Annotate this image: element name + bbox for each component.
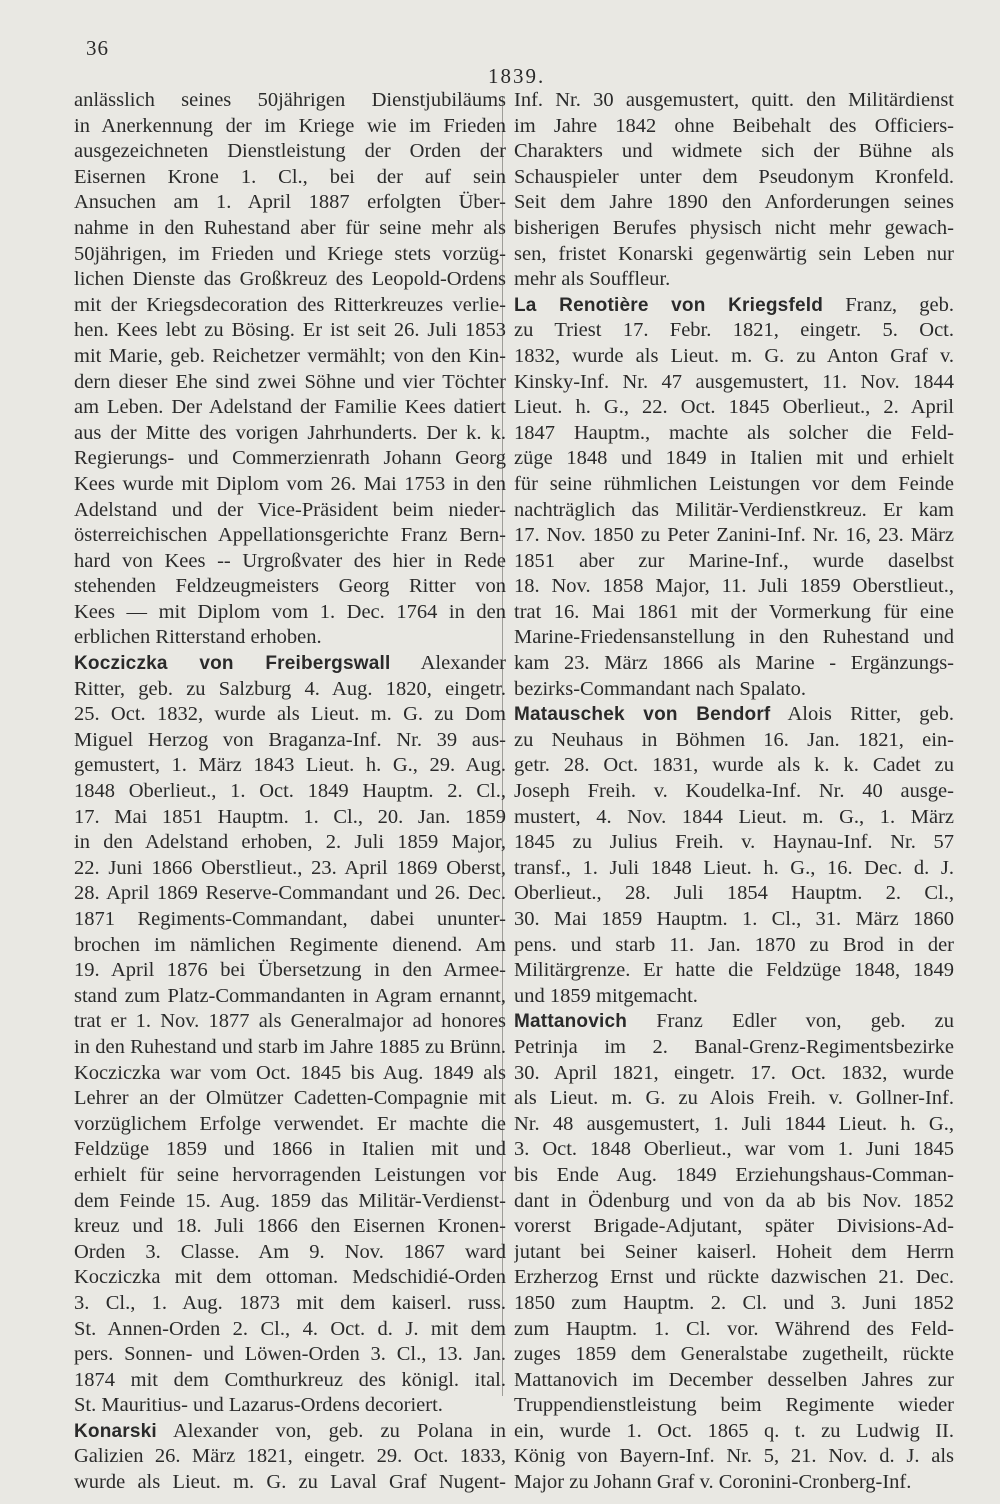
- line-text: und 1859 mitgemacht.: [514, 984, 698, 1007]
- text-line: [514, 395, 954, 421]
- line-text: Franz, geb.: [823, 293, 954, 316]
- line-text: hard von Kees -- Urgroßvater des hier in Rede: [74, 549, 506, 572]
- page-number: 36: [86, 36, 109, 60]
- line-text: 1845 zu Julius Freih. v. Haynau-Inf. Nr. 57: [514, 831, 954, 854]
- line-text: Franz Edler von, geb. zu: [627, 1010, 954, 1033]
- text-line: [514, 242, 954, 268]
- line-text: 25. Oct. 1832, wurde als Lieut. m. G. zu Dom: [74, 703, 506, 726]
- line-text: Galizien 26. März 1821, eingetr. 29. Oct. 1833,: [74, 1445, 506, 1468]
- line-text: 30. April 1821, eingetr. 17. Oct. 1832, wurde: [514, 1061, 954, 1084]
- line-text: 1847 Hauptm., machte als solcher die Feld-: [514, 421, 954, 444]
- text-line: [514, 1393, 954, 1419]
- text-line: [514, 1342, 954, 1368]
- text-line: [74, 574, 506, 600]
- text-line: [514, 165, 954, 191]
- line-text: Militärgrenze. Er hatte die Feldzüge 1848, 1849: [514, 959, 954, 982]
- text-line: [514, 523, 954, 549]
- line-text: ein, wurde 1. Oct. 1865 q. t. zu Ludwig II.: [514, 1419, 954, 1442]
- line-text: trat 16. Mai 1861 mit der Vormerkung für eine: [514, 600, 954, 623]
- line-text: Alexander von, geb. zu Polana in: [156, 1419, 506, 1442]
- line-text: anlässlich seines 50jährigen Dienstjubiläums: [74, 89, 506, 111]
- text-line: [74, 779, 506, 805]
- text-line: [74, 677, 506, 703]
- text-line: [514, 1265, 954, 1291]
- line-text: dern dieser Ehe sind zwei Söhne und vier Töchter: [74, 370, 506, 393]
- line-text: im Jahre 1842 ohne Beibehalt des Officiers-: [514, 114, 954, 137]
- line-text: 19. April 1876 bei Übersetzung in den Armee-: [74, 959, 506, 982]
- text-line: [514, 1368, 954, 1394]
- line-text: vorzüglichem Erfolge verwendet. Er machte die: [74, 1112, 506, 1135]
- line-text: vorerst Brigade-Adjutant, später Divisions-Ad-: [514, 1215, 954, 1238]
- text-line: [74, 1112, 506, 1138]
- line-text: 17. Mai 1851 Hauptm. 1. Cl., 20. Jan. 1859: [74, 805, 506, 828]
- line-text: pers. Sonnen- und Löwen-Orden 3. Cl., 13. Jan.: [74, 1343, 506, 1366]
- text-line: [514, 1189, 954, 1215]
- text-line: [514, 446, 954, 472]
- line-text: König von Bayern-Inf. Nr. 5, 21. Nov. d. J. als: [514, 1445, 954, 1468]
- text-line: [514, 344, 954, 370]
- text-line: [74, 1189, 506, 1215]
- text-line: [514, 933, 954, 959]
- text-line: [74, 881, 506, 907]
- line-text: bis Ende Aug. 1849 Erziehungshaus-Comman-: [514, 1163, 954, 1186]
- text-line: [514, 1061, 954, 1087]
- line-text: 17. Nov. 1850 zu Peter Zanini-Inf. Nr. 16, 23. März: [514, 524, 954, 547]
- line-text: Inf. Nr. 30 ausgemustert, quitt. den Militärdienst: [514, 89, 954, 111]
- line-text: mehr als Souffleur.: [514, 268, 671, 291]
- line-text: Adelstand und der Vice-Präsident beim nieder-: [74, 498, 506, 521]
- text-line: [514, 88, 954, 114]
- line-text: jutant bei Seiner kaiserl. Hoheit dem Herrn: [514, 1240, 954, 1263]
- text-line: [514, 1163, 954, 1189]
- line-text: 28. April 1869 Reserve-Commandant und 26. Dec.: [74, 882, 506, 905]
- text-line: [514, 1112, 954, 1138]
- line-text: Joseph Freih. v. Koudelka-Inf. Nr. 40 ausge-: [514, 780, 954, 803]
- line-text: Petrinja im 2. Banal-Grenz-Regimentsbezirke: [514, 1035, 954, 1058]
- text-line: [514, 702, 954, 728]
- text-line: [514, 1035, 954, 1061]
- text-line: [514, 472, 954, 498]
- text-line: [514, 779, 954, 805]
- line-text: zum Hauptm. 1. Cl. vor. Während des Feld-: [514, 1317, 954, 1340]
- text-line: [74, 1291, 506, 1317]
- text-line: [514, 625, 954, 651]
- text-line: [514, 1317, 954, 1343]
- line-text: trat er 1. Nov. 1877 als Generalmajor ad honores: [74, 1010, 506, 1033]
- text-line: [74, 139, 506, 165]
- text-line: [74, 1163, 506, 1189]
- line-text: Kocziczka war vom Oct. 1845 bis Aug. 1849 als: [74, 1061, 506, 1084]
- text-line: [514, 1214, 954, 1240]
- line-text: erhielt für seine hervorragenden Leistungen vor: [74, 1163, 506, 1186]
- line-text: Charakters und widmete sich der Bühne als: [514, 140, 954, 163]
- text-line: [74, 1265, 506, 1291]
- line-text: Kinsky-Inf. Nr. 47 ausgemustert, 11. Nov. 1844: [514, 370, 954, 393]
- text-line: [514, 216, 954, 242]
- text-line: [74, 114, 506, 140]
- text-line: [514, 1240, 954, 1266]
- line-text: 1851 aber zur Marine-Inf., wurde daselbst: [514, 549, 954, 572]
- text-line: [74, 446, 506, 472]
- text-line: [514, 1444, 954, 1470]
- text-line: [514, 139, 954, 165]
- text-line: [74, 1368, 506, 1394]
- line-text: St. Mauritius- und Lazarus-Ordens decoriert.: [74, 1394, 443, 1417]
- line-text: getr. 28. Oct. 1831, wurde als k. k. Cadet zu: [514, 754, 954, 777]
- line-text: 1850 zum Hauptm. 2. Cl. und 3. Juni 1852: [514, 1291, 954, 1314]
- line-text: in den Adelstand erhoben, 2. Juli 1859 Major,: [74, 831, 506, 854]
- line-text: wurde als Lieut. m. G. zu Laval Graf Nugent-: [74, 1471, 506, 1494]
- line-text: Mattanovich im December desselben Jahres zur: [514, 1368, 954, 1391]
- text-line: [514, 805, 954, 831]
- text-line: [514, 881, 954, 907]
- line-text: St. Annen-Orden 2. Cl., 4. Oct. d. J. mit dem: [74, 1317, 506, 1340]
- text-line: [514, 549, 954, 575]
- line-text: bisherigen Berufes physisch nicht mehr gewach-: [514, 216, 954, 239]
- line-text: Kocziczka mit dem ottoman. Medschidié-Orden: [74, 1266, 506, 1289]
- line-text: 1848 Oberlieut., 1. Oct. 1849 Hauptm. 2. Cl.,: [74, 780, 506, 803]
- text-line: [74, 293, 506, 319]
- line-text: bezirks-Commandant nach Spalato.: [514, 677, 807, 700]
- text-line: [74, 190, 506, 216]
- text-line: [74, 1086, 506, 1112]
- line-text: 1832, wurde als Lieut. m. G. zu Anton Graf v.: [514, 344, 954, 367]
- left-column: [74, 88, 506, 1496]
- text-line: [74, 805, 506, 831]
- entry-name: Matauschek von Bendorf: [514, 704, 771, 726]
- line-text: dant in Ödenburg und von da ab bis Nov. 1852: [514, 1189, 954, 1212]
- text-line: [514, 1086, 954, 1112]
- text-line: [74, 1444, 506, 1470]
- text-line: [74, 625, 506, 651]
- line-text: stand zum Platz-Commandanten in Agram ernannt,: [74, 984, 506, 1007]
- text-line: [514, 907, 954, 933]
- line-text: nachträglich das Militär-Verdienstkreuz. Er kam: [514, 498, 954, 521]
- text-line: [74, 1240, 506, 1266]
- text-line: [74, 728, 506, 754]
- line-text: 50jährigen, im Frieden und Kriege stets vorzüg-: [74, 242, 506, 265]
- text-line: [74, 1470, 506, 1496]
- line-text: Feldzüge 1859 und 1866 in Italien mit und: [74, 1138, 506, 1161]
- line-text: 18. Nov. 1858 Major, 11. Juli 1859 Oberstlieut.,: [514, 575, 954, 598]
- text-line: [74, 242, 506, 268]
- line-text: Major zu Johann Graf v. Coronini-Cronberg-Inf.: [514, 1471, 912, 1494]
- line-text: Seit dem Jahre 1890 den Anforderungen seines: [514, 191, 954, 214]
- line-text: gemustert, 1. März 1843 Lieut. h. G., 29. Aug.: [74, 754, 506, 777]
- line-text: Marine-Friedensanstellung in den Ruhestand und: [514, 626, 954, 649]
- line-text: Orden 3. Classe. Am 9. Nov. 1867 ward: [74, 1240, 506, 1263]
- line-text: Schauspieler unter dem Pseudonym Kronfeld.: [514, 165, 954, 188]
- text-line: [514, 728, 954, 754]
- text-line: [74, 933, 506, 959]
- text-line: [514, 114, 954, 140]
- text-line: [74, 88, 506, 114]
- text-line: [74, 830, 506, 856]
- text-line: [74, 1214, 506, 1240]
- text-line: [514, 856, 954, 882]
- line-text: Erzherzog Ernst und rückte dazwischen 21. Dec.: [514, 1266, 954, 1289]
- text-line: [74, 753, 506, 779]
- line-text: ausgezeichneten Dienstleistung der Orden der: [74, 140, 506, 163]
- text-line: [74, 549, 506, 575]
- text-line: [514, 651, 954, 677]
- line-text: Nr. 48 ausgemustert, 1. Juli 1844 Lieut. h. G.,: [514, 1112, 954, 1135]
- line-text: Ansuchen am 1. April 1887 erfolgten Über-: [74, 191, 506, 214]
- text-line: [514, 574, 954, 600]
- line-text: Miguel Herzog von Braganza-Inf. Nr. 39 aus-: [74, 728, 506, 751]
- line-text: in Anerkennung der im Kriege wie im Frieden: [74, 114, 506, 137]
- line-text: österreichischen Appellationsgerichte Franz Bern-: [74, 524, 506, 547]
- line-text: in den Ruhestand und starb im Jahre 1885 zu Brünn.: [74, 1035, 506, 1058]
- line-text: Lehrer an der Olmützer Cadetten-Compagnie mit: [74, 1087, 506, 1110]
- line-text: stehenden Feldzeugmeisters Georg Ritter von: [74, 575, 506, 598]
- text-line: [74, 600, 506, 626]
- line-text: als Lieut. m. G. zu Alois Freih. v. Gollner-Inf.: [514, 1087, 954, 1110]
- year-heading: 1839.: [488, 64, 546, 88]
- line-text: mit Marie, geb. Reichetzer vermählt; von den Kin-: [74, 344, 506, 367]
- line-text: Regierungs- und Commerzienrath Johann Georg: [74, 447, 506, 470]
- entry-name: Kocziczka von Freibergswall: [74, 653, 391, 675]
- line-text: erblichen Ritterstand erhoben.: [74, 626, 322, 649]
- entry-name: La Renotière von Kriegsfeld: [514, 294, 824, 316]
- text-line: [74, 370, 506, 396]
- text-line: [74, 216, 506, 242]
- line-text: Alois Ritter, geb.: [770, 703, 954, 726]
- text-line: [74, 472, 506, 498]
- text-line: [514, 190, 954, 216]
- line-text: am Leben. Der Adelstand der Familie Kees datiert: [74, 396, 506, 419]
- line-text: 1874 mit dem Comthurkreuz des königl. ital.: [74, 1368, 506, 1391]
- text-line: [514, 958, 954, 984]
- text-line: [74, 1419, 506, 1445]
- line-text: transf., 1. Juli 1848 Lieut. h. G., 16. Dec. d. J.: [514, 856, 954, 879]
- line-text: nahme in den Ruhestand aber für seine mehr als: [74, 216, 506, 239]
- line-text: Kees — mit Diplom vom 1. Dec. 1764 in den: [74, 600, 506, 623]
- text-line: [74, 1035, 506, 1061]
- text-line: [74, 267, 506, 293]
- line-text: Ritter, geb. zu Salzburg 4. Aug. 1820, eingetr.: [74, 677, 506, 700]
- text-line: [74, 165, 506, 191]
- text-line: [514, 421, 954, 447]
- text-line: [74, 1393, 506, 1419]
- line-text: 3. Cl., 1. Aug. 1873 mit dem kaiserl. russ.: [74, 1291, 506, 1314]
- line-text: aus der Mitte des vorigen Jahrhunderts. Der k. k.: [74, 421, 506, 444]
- text-line: [514, 318, 954, 344]
- right-column: [514, 88, 954, 1496]
- line-text: 30. Mai 1859 Hauptm. 1. Cl., 31. März 1860: [514, 908, 954, 930]
- line-text: zu Triest 17. Febr. 1821, eingetr. 5. Oct.: [514, 319, 954, 342]
- line-text: hen. Kees lebt zu Bösing. Er ist seit 26. Juli 1853: [74, 319, 506, 342]
- line-text: für seine rühmlichen Leistungen vor dem Feinde: [514, 472, 954, 495]
- text-line: [514, 370, 954, 396]
- text-line: [74, 344, 506, 370]
- text-line: [514, 1419, 954, 1445]
- line-text: Oberlieut., 28. Juli 1854 Hauptm. 2. Cl.,: [514, 882, 954, 905]
- text-line: [74, 1009, 506, 1035]
- text-line: [74, 1137, 506, 1163]
- line-text: pens. und starb 11. Jan. 1870 zu Brod in der: [514, 933, 954, 956]
- line-text: kreuz und 18. Juli 1866 den Eisernen Kronen-: [74, 1215, 506, 1238]
- line-text: dem Feinde 15. Aug. 1859 das Militär-Verdienst-: [74, 1189, 506, 1212]
- text-line: [514, 1137, 954, 1163]
- text-line: [74, 958, 506, 984]
- text-line: [514, 293, 954, 319]
- line-text: Lieut. h. G., 22. Oct. 1845 Oberlieut., 2. April: [514, 396, 954, 419]
- line-text: lichen Dienste das Großkreuz des Leopold-Ordens: [74, 268, 506, 291]
- text-line: [514, 1291, 954, 1317]
- text-line: [74, 1342, 506, 1368]
- text-line: [514, 830, 954, 856]
- line-text: zu Neuhaus in Böhmen 16. Jan. 1821, ein-: [514, 728, 954, 751]
- line-text: kam 23. März 1866 als Marine - Ergänzungs-: [514, 652, 954, 675]
- text-line: [514, 267, 954, 293]
- line-text: Alexander: [390, 652, 506, 675]
- text-line: [74, 856, 506, 882]
- text-line: [74, 907, 506, 933]
- line-text: Eisernen Krone 1. Cl., bei der auf sein: [74, 165, 506, 188]
- text-line: [514, 1009, 954, 1035]
- text-line: [74, 523, 506, 549]
- text-line: [74, 984, 506, 1010]
- text-line: [514, 1470, 954, 1496]
- line-text: züge 1848 und 1849 in Italien mit und erhielt: [514, 447, 954, 470]
- text-line: [74, 395, 506, 421]
- entry-name: Mattanovich: [514, 1011, 628, 1033]
- line-text: sen, fristet Konarski gegenwärtig sein Leben nur: [514, 242, 954, 265]
- text-line: [74, 498, 506, 524]
- text-line: [514, 600, 954, 626]
- line-text: brochen im nämlichen Regimente dienend. Am: [74, 933, 506, 956]
- line-text: 3. Oct. 1848 Oberlieut., war vom 1. Juni 1845: [514, 1138, 954, 1161]
- text-line: [74, 1061, 506, 1087]
- line-text: Truppendienstleistung beim Regimente wieder: [514, 1394, 954, 1417]
- text-line: [74, 1317, 506, 1343]
- line-text: 1871 Regiments-Commandant, dabei ununter-: [74, 908, 506, 930]
- line-text: zuges 1859 dem Generalstabe zugetheilt, rückte: [514, 1343, 954, 1366]
- text-line: [514, 753, 954, 779]
- text-line: [74, 651, 506, 677]
- text-line: [74, 318, 506, 344]
- text-line: [514, 498, 954, 524]
- text-line: [74, 421, 506, 447]
- text-line: [514, 984, 954, 1010]
- line-text: mustert, 4. Nov. 1844 Lieut. m. G., 1. März: [514, 805, 954, 828]
- text-line: [74, 702, 506, 728]
- text-line: [514, 677, 954, 703]
- entry-name: Konarski: [74, 1420, 157, 1442]
- line-text: mit der Kriegsdecoration des Ritterkreuzes verlie-: [74, 293, 506, 316]
- line-text: 22. Juni 1866 Oberstlieut., 23. April 1869 Oberst,: [74, 856, 506, 879]
- line-text: Kees wurde mit Diplom vom 26. Mai 1753 in den: [74, 472, 506, 495]
